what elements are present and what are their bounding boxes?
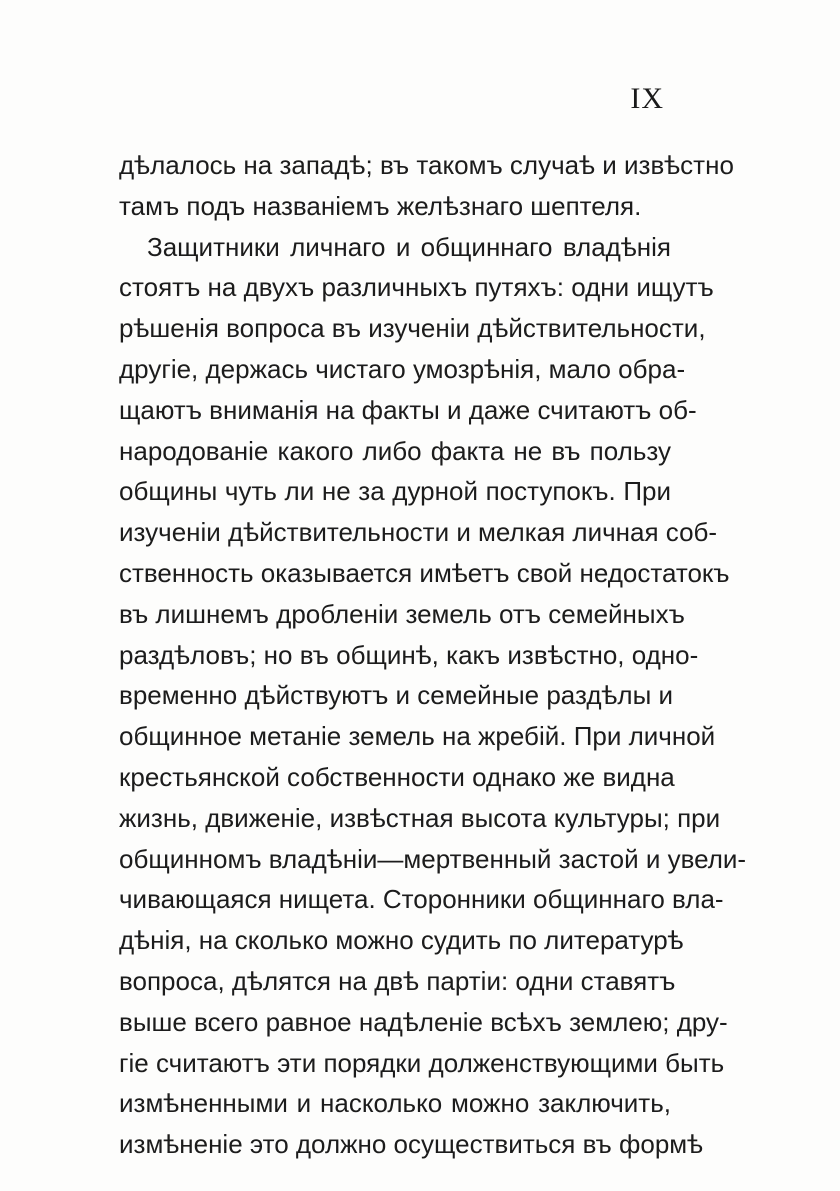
text-line: временно дѣйствуютъ и семейные раздѣлы и <box>119 680 674 711</box>
text-line: общинномъ владѣніи—мертвенный застой и увели- <box>119 843 747 874</box>
text-line: раздѣловъ; но въ общинѣ, какъ извѣстно, одно- <box>119 639 699 670</box>
text-line: измѣненіе это должно осуществиться въ формѣ <box>119 1129 704 1160</box>
text-line: общинное метаніе земель на жребій. При личной <box>119 721 716 752</box>
text-line: стоятъ на двухъ различныхъ путяхъ: одни ищутъ <box>119 272 714 303</box>
text-line: изученіи дѣйствительности и мелкая личная соб- <box>119 517 718 548</box>
text-line: крестьянской собственности однако же видна <box>119 761 675 792</box>
text-line: чивающаяся нищета. Сторонники общиннаго вла- <box>119 884 724 915</box>
text-line: общины чуть ли не за дурной поступокъ. При <box>119 476 671 507</box>
text-line: щаютъ вниманія на факты и даже считаютъ об- <box>119 394 697 425</box>
text-line: дѣнія, на сколько можно судить по литературѣ <box>119 925 684 956</box>
text-line: въ лишнемъ дробленіи земель отъ семейныхъ <box>119 598 685 629</box>
text-line: вопроса, дѣлятся на двѣ партіи: одни ставятъ <box>119 965 676 996</box>
text-line: другіе, держась чистаго умозрѣнія, мало обра- <box>119 353 686 384</box>
text-line: ственность оказывается имѣетъ свой недостатокъ <box>119 557 730 588</box>
text-line: выше всего равное надѣленіе всѣхъ землею; дру- <box>119 1006 728 1037</box>
text-line: Защитники личнаго и общиннаго владѣнія <box>147 231 671 262</box>
text-line: тамъ подъ названіемъ желѣзнаго шептеля. <box>119 190 642 221</box>
text-line: измѣненными и насколько можно заключить, <box>119 1088 671 1119</box>
body-text <box>119 145 747 1165</box>
text-line: дѣлалось на западѣ; въ такомъ случаѣ и извѣстно <box>119 150 734 180</box>
paragraph-2 <box>119 227 747 1165</box>
text-line: рѣшенія вопроса въ изученіи дѣйствительности, <box>119 313 706 344</box>
text-line: жизнь, движеніе, извѣстная высота культуры; при <box>119 802 721 833</box>
page-number: IX <box>630 82 664 115</box>
text-line: гіе считаютъ эти порядки долженствующими быть <box>119 1047 725 1078</box>
paragraph-1 <box>119 145 734 227</box>
text-line: народованіе какого либо факта не въ пользу <box>119 435 671 466</box>
